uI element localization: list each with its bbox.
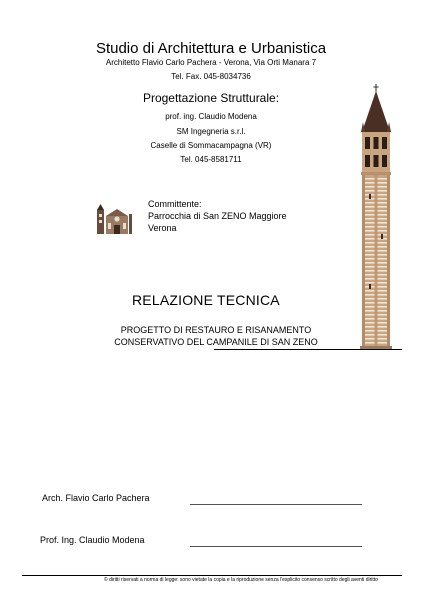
footer-divider	[22, 575, 402, 576]
report-subtitle-line1: PROGETTO DI RESTAURO E RISANAMENTO	[120, 325, 312, 335]
studio-phone: Tel. Fax. 045-8034736	[171, 72, 251, 81]
structural-company: SM Ingegneria s.r.l.	[176, 127, 246, 136]
structural-title: Progettazione Strutturale:	[142, 91, 280, 105]
copyright-note: © diritti riservati a norma di legge: sono vietate la copia e la riproduzione senza l'esplicito consenso scritto degli aventi diritto	[104, 577, 378, 583]
signature-name-architect: Arch. Flavio Carlo Pachera	[42, 493, 150, 503]
report-subtitle-line2: CONSERVATIVO DEL CAMPANILE DI SAN ZENO	[114, 337, 318, 347]
signature-line-engineer	[190, 546, 362, 547]
studio-title: Studio di Architettura e Urbanistica	[95, 40, 327, 57]
structural-engineer: prof. ing. Claudio Modena	[165, 112, 257, 121]
committente-label: Committente:	[148, 199, 202, 209]
church-icon	[96, 204, 132, 234]
studio-address: Architetto Flavio Carlo Pachera - Verona, Via Orti Manara 7	[105, 58, 317, 67]
committente-name: Parrocchia di San ZENO Maggiore	[148, 211, 287, 221]
committente-city: Verona	[148, 223, 177, 233]
signature-line-architect	[190, 504, 362, 505]
bell-tower-image	[356, 84, 396, 350]
report-title: RELAZIONE TECNICA	[132, 292, 280, 308]
report-underline	[214, 349, 402, 350]
structural-city: Caselle di Sommacampagna (VR)	[150, 141, 272, 150]
structural-phone: Tel. 045-8581711	[180, 155, 242, 164]
signature-name-engineer: Prof. Ing. Claudio Modena	[40, 535, 145, 545]
